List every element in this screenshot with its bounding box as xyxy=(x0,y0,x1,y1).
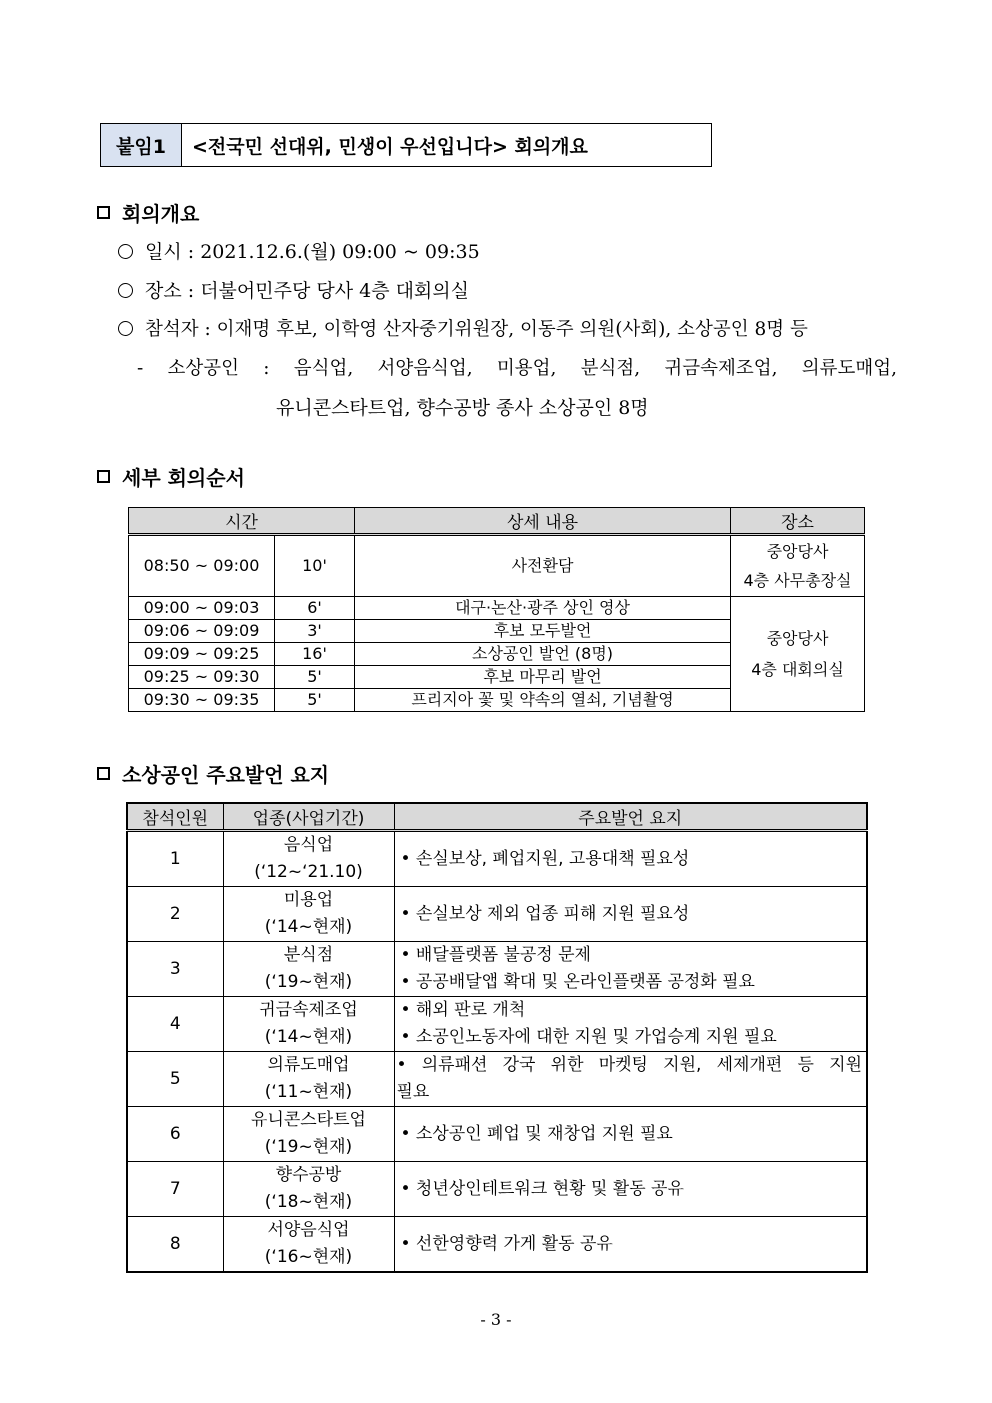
circle-bullet-icon xyxy=(118,283,133,298)
circle-bullet-icon xyxy=(118,321,133,336)
detail-cell: 소상공인 발언 (8명) xyxy=(355,643,731,666)
overview-heading: 회의개요 xyxy=(97,198,199,227)
circle-bullet-icon xyxy=(118,244,133,259)
speeches-table xyxy=(126,802,868,1273)
time-cell: 08:50 ~ 09:00 xyxy=(129,535,275,597)
summary-cell: • 선한영향력 가게 활동 공유 xyxy=(394,1217,867,1273)
duration-cell: 6' xyxy=(275,597,355,620)
speeches-heading: 소상공인 주요발언 요지 xyxy=(97,759,329,788)
place-cell: 중앙당사 4층 대회의실 xyxy=(731,597,865,712)
industry-cell: 의류도매업 (‘11~현재) xyxy=(223,1052,394,1107)
table-row xyxy=(129,597,865,620)
table-row xyxy=(127,942,867,997)
no-cell: 7 xyxy=(127,1162,223,1217)
industry-cell: 미용업 (‘14~현재) xyxy=(223,887,394,942)
detail-cell: 후보 마무리 발언 xyxy=(355,666,731,689)
header-place: 장소 xyxy=(731,508,865,535)
page-number: - 3 - xyxy=(480,1310,512,1329)
table-row xyxy=(127,887,867,942)
no-cell: 1 xyxy=(127,831,223,887)
overview-attendees: 참석자 : 이재명 후보, 이학영 산자중기위원장, 이동주 의원(사회), 소상공인 8명 등 xyxy=(118,315,808,341)
industry-cell: 향수공방 (‘18~현재) xyxy=(223,1162,394,1217)
summary-cell: • 손실보상, 폐업지원, 고용대책 필요성 xyxy=(394,831,867,887)
time-cell: 09:25 ~ 09:30 xyxy=(129,666,275,689)
header-time: 시간 xyxy=(129,508,355,535)
industry-cell: 서양음식업 (‘16~현재) xyxy=(223,1217,394,1273)
summary-cell: • 의류패션 강국 위한 마켓팅 지원, 세제개편 등 지원 필요 xyxy=(394,1052,867,1107)
duration-cell: 3' xyxy=(275,620,355,643)
table-row xyxy=(127,1217,867,1273)
industry-cell: 분식점 (‘19~현재) xyxy=(223,942,394,997)
table-row xyxy=(127,831,867,887)
schedule-heading: 세부 회의순서 xyxy=(97,462,245,491)
overview-place: 장소 : 더불어민주당 당사 4층 대회의실 xyxy=(118,276,469,303)
summary-cell: • 소상공인 폐업 및 재창업 지원 필요 xyxy=(394,1107,867,1162)
summary-cell: • 손실보상 제외 업종 피해 지원 필요성 xyxy=(394,887,867,942)
table-row xyxy=(127,1107,867,1162)
checkbox-square-icon xyxy=(97,470,110,483)
no-cell: 2 xyxy=(127,887,223,942)
no-cell: 3 xyxy=(127,942,223,997)
header-summary: 주요발언 요지 xyxy=(394,803,867,831)
no-cell: 8 xyxy=(127,1217,223,1273)
table-row xyxy=(127,1052,867,1107)
detail-cell: 사전환담 xyxy=(355,535,731,597)
duration-cell: 5' xyxy=(275,689,355,712)
header-detail: 상세 내용 xyxy=(355,508,731,535)
time-cell: 09:00 ~ 09:03 xyxy=(129,597,275,620)
summary-cell: • 청년상인테트워크 현황 및 활동 공유 xyxy=(394,1162,867,1217)
duration-cell: 10' xyxy=(275,535,355,597)
summary-cell: • 해외 판로 개척 • 소공인노동자에 대한 지원 및 가업승계 지원 필요 xyxy=(394,997,867,1052)
no-cell: 4 xyxy=(127,997,223,1052)
detail-cell: 프리지아 꽃 및 약속의 열쇠, 기념촬영 xyxy=(355,689,731,712)
document-title: <전국민 선대위, 민생이 우선입니다> 회의개요 xyxy=(192,135,588,158)
schedule-header-row xyxy=(129,508,865,535)
time-cell: 09:06 ~ 09:09 xyxy=(129,620,275,643)
table-row xyxy=(127,1162,867,1217)
overview-date: 일시 : 2021.12.6.(월) 09:00 ~ 09:35 xyxy=(118,237,480,264)
place-cell: 중앙당사 4층 사무총장실 xyxy=(731,535,865,597)
checkbox-square-icon xyxy=(97,767,110,780)
detail-cell: 후보 모두발언 xyxy=(355,620,731,643)
checkbox-square-icon xyxy=(97,206,110,219)
time-cell: 09:09 ~ 09:25 xyxy=(129,643,275,666)
merchants-line-2: 유니콘스타트업, 향수공방 종사 소상공인 8명 xyxy=(276,397,649,419)
header-no: 참석인원 xyxy=(127,803,223,831)
merchants-line-1: - 소상공인 : 음식업, 서양음식업, 미용업, 분식점, 귀금속제조업, 의류도매업, xyxy=(137,358,897,379)
header-industry: 업종(사업기간) xyxy=(223,803,394,831)
table-row xyxy=(127,997,867,1052)
title-box xyxy=(100,123,712,167)
speeches-header-row xyxy=(127,803,867,831)
duration-cell: 5' xyxy=(275,666,355,689)
table-row xyxy=(129,535,865,597)
time-cell: 09:30 ~ 09:35 xyxy=(129,689,275,712)
industry-cell: 음식업 (‘12~‘21.10) xyxy=(223,831,394,887)
no-cell: 5 xyxy=(127,1052,223,1107)
schedule-table xyxy=(128,507,865,712)
duration-cell: 16' xyxy=(275,643,355,666)
industry-cell: 유니콘스타트업 (‘19~현재) xyxy=(223,1107,394,1162)
no-cell: 6 xyxy=(127,1107,223,1162)
industry-cell: 귀금속제조업 (‘14~현재) xyxy=(223,997,394,1052)
attachment-label: 붙임1 xyxy=(101,124,182,166)
detail-cell: 대구·논산·광주 상인 영상 xyxy=(355,597,731,620)
summary-cell: • 배달플랫폼 불공정 문제 • 공공배달앱 확대 및 온라인플랫폼 공정화 필요 xyxy=(394,942,867,997)
